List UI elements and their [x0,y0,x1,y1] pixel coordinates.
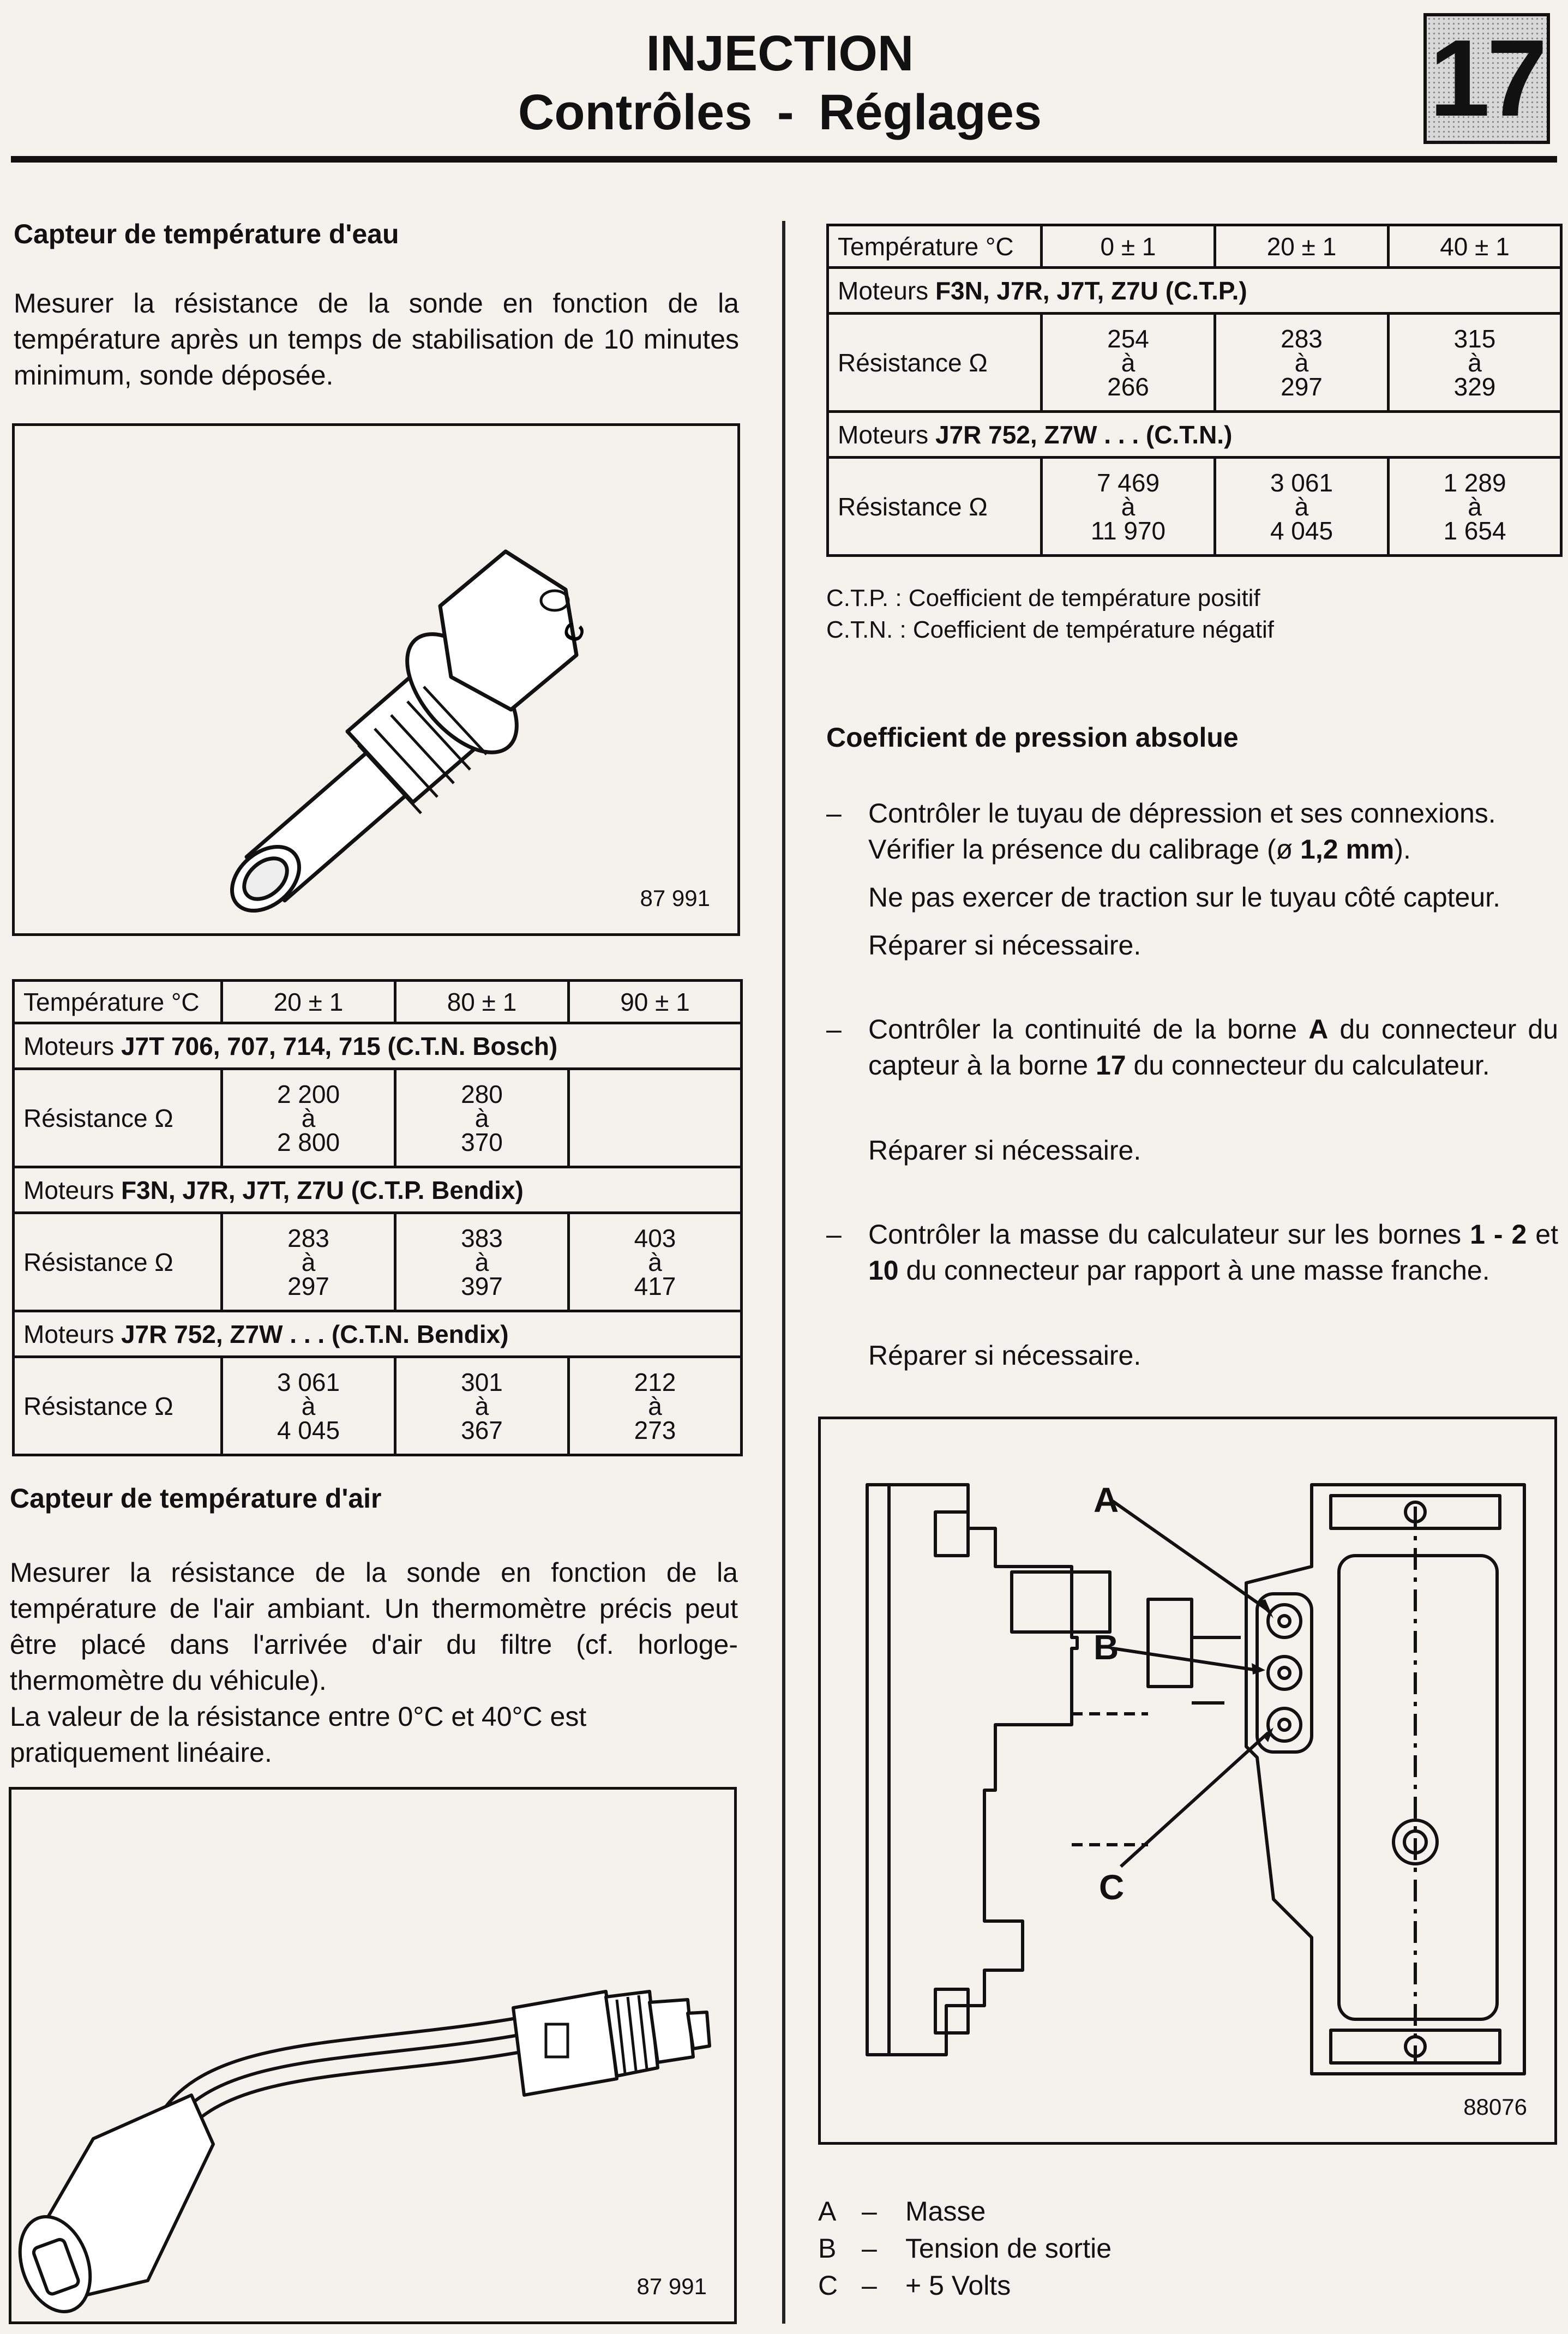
water-sensor-figure-ref: 87 991 [640,885,710,911]
table-row [14,1213,742,1311]
note-ctp: C.T.P. : Coefficient de température positif [826,585,1260,611]
table-header-cell: 80 ± 1 [395,981,569,1023]
bullet-1-line1: Contrôler le tuyau de dépression et ses connexions. [868,798,1496,829]
bullet-1-line2: Vérifier la présence du calibrage (ø 1,2 mm). [868,834,1411,865]
table-row [828,458,1561,556]
resistance-label: Résistance Ω [828,314,1042,412]
bullet-1-para2: Ne pas exercer de traction sur le tuyau côté capteur. [868,882,1500,913]
engine-group-row [828,268,1561,314]
resistance-range: 254 à 266 [1042,314,1215,412]
air-sensor-text2: La valeur de la résistance entre 0°C et 40°C est pratiquement linéaire. [10,1701,587,1768]
bullet-3-para2: Réparer si nécessaire. [868,1340,1142,1371]
coolant-resistance-table [826,224,1563,557]
bullet-dash: – [826,798,842,829]
bullet-dash: – [826,1219,842,1250]
water-sensor-resistance-table [12,979,743,1456]
callout-label: A [1094,1480,1119,1520]
table-header-cell: 0 ± 1 [1042,225,1215,268]
resistance-range: 1 289 à 1 654 [1389,458,1561,556]
table-header-cell: Température °C [828,225,1042,268]
table-header-cell: 20 ± 1 [1215,225,1389,268]
engine-group-label: Moteurs J7R 752, Z7W . . . (C.T.N.) [828,412,1561,458]
resistance-range: 280 à 370 [395,1069,569,1167]
engine-group-row [14,1167,742,1213]
page-title-line1: INJECTION [646,26,914,81]
resistance-range: 315 à 329 [1389,314,1561,412]
engine-group-row [828,412,1561,458]
legend-text: Masse [905,2196,986,2227]
legend-letter: C [818,2270,838,2301]
resistance-range-empty [569,1069,742,1167]
resistance-range: 2 200 à 2 800 [222,1069,395,1167]
water-temperature-sensor-illustration [15,426,737,933]
engine-group-label: Moteurs J7R 752, Z7W . . . (C.T.N. Bendix) [14,1311,742,1357]
legend-dash: – [862,2233,877,2264]
column-divider [782,221,785,2324]
pressure-heading: Coefficient de pression absolue [826,722,1239,753]
air-temperature-sensor-illustration [11,1790,734,2321]
callout-label: B [1094,1628,1119,1667]
bullet-1-para3: Réparer si nécessaire. [868,930,1142,961]
resistance-label: Résistance Ω [828,458,1042,556]
table-row [828,314,1561,412]
resistance-range: 212 à 273 [569,1357,742,1455]
table-header-cell: 40 ± 1 [1389,225,1561,268]
resistance-range: 3 061 à 4 045 [222,1357,395,1455]
resistance-range: 283 à 297 [222,1213,395,1311]
legend-letter: B [818,2233,837,2264]
engine-group-row [14,1311,742,1357]
air-sensor-heading: Capteur de température d'air [10,1483,382,1514]
table-header-cell: 20 ± 1 [222,981,395,1023]
resistance-range: 403 à 417 [569,1213,742,1311]
note-ctn: C.T.N. : Coefficient de température négatif [826,616,1274,643]
table-row [14,1069,742,1167]
resistance-label: Résistance Ω [14,1213,222,1311]
bullet-2-para2: Réparer si nécessaire. [868,1135,1142,1166]
table-header-row [828,225,1561,268]
engine-group-row [14,1023,742,1069]
callout-label: C [1099,1868,1125,1907]
engine-group-label: Moteurs F3N, J7R, J7T, Z7U (C.T.P. Bendix) [14,1167,742,1213]
bullet-dash: – [826,1014,842,1045]
chapter-number-badge: 17 [1423,13,1550,144]
resistance-range: 7 469 à 11 970 [1042,458,1215,556]
resistance-label: Résistance Ω [14,1357,222,1455]
engine-group-label: Moteurs J7T 706, 707, 714, 715 (C.T.N. Bosch) [14,1023,742,1069]
legend-text: Tension de sortie [905,2233,1112,2264]
legend-dash: – [862,2196,877,2227]
page-title-line2: Contrôles - Réglages [518,85,1042,140]
pressure-sensor-figure-ref: 88076 [1463,2094,1527,2120]
legend-dash: – [862,2270,877,2301]
bullet-2-text: Contrôler la continuité de la borne A du connecteur du capteur à la borne 17 du connecteur du calculateur. [868,1014,1559,1081]
pressure-sensor-figure [818,1417,1557,2145]
table-row [14,1357,742,1455]
header-rule [11,156,1557,163]
resistance-range: 383 à 397 [395,1213,569,1311]
legend-text: + 5 Volts [905,2270,1011,2301]
legend-letter: A [818,2196,837,2227]
air-sensor-figure-ref: 87 991 [636,2273,707,2299]
table-header-cell: 90 ± 1 [569,981,742,1023]
resistance-range: 283 à 297 [1215,314,1389,412]
resistance-range: 3 061 à 4 045 [1215,458,1389,556]
engine-group-label: Moteurs F3N, J7R, J7T, Z7U (C.T.P.) [828,268,1561,314]
pressure-sensor-illustration [821,1419,1554,2142]
air-sensor-text: Mesurer la résistance de la sonde en fonction de la température de l'air ambiant. Un thermomètre précis peut être placé dans l'arrivée d'air du filtre (cf. horloge-thermomètre du véhicule). [10,1557,738,1696]
water-sensor-text: Mesurer la résistance de la sonde en fonction de la température après un temps de stabilisation de 10 minutes minimum, sonde déposée. [14,288,739,391]
svg-text:C: C [557,619,592,646]
air-sensor-figure [9,1787,737,2324]
water-sensor-heading: Capteur de température d'eau [14,219,399,249]
water-sensor-figure [12,423,740,936]
table-header-cell: Température °C [14,981,222,1023]
resistance-range: 301 à 367 [395,1357,569,1455]
resistance-label: Résistance Ω [14,1069,222,1167]
table-header-row [14,981,742,1023]
bullet-3-text: Contrôler la masse du calculateur sur les bornes 1 - 2 et 10 du connecteur par rapport à une masse franche. [868,1219,1558,1286]
